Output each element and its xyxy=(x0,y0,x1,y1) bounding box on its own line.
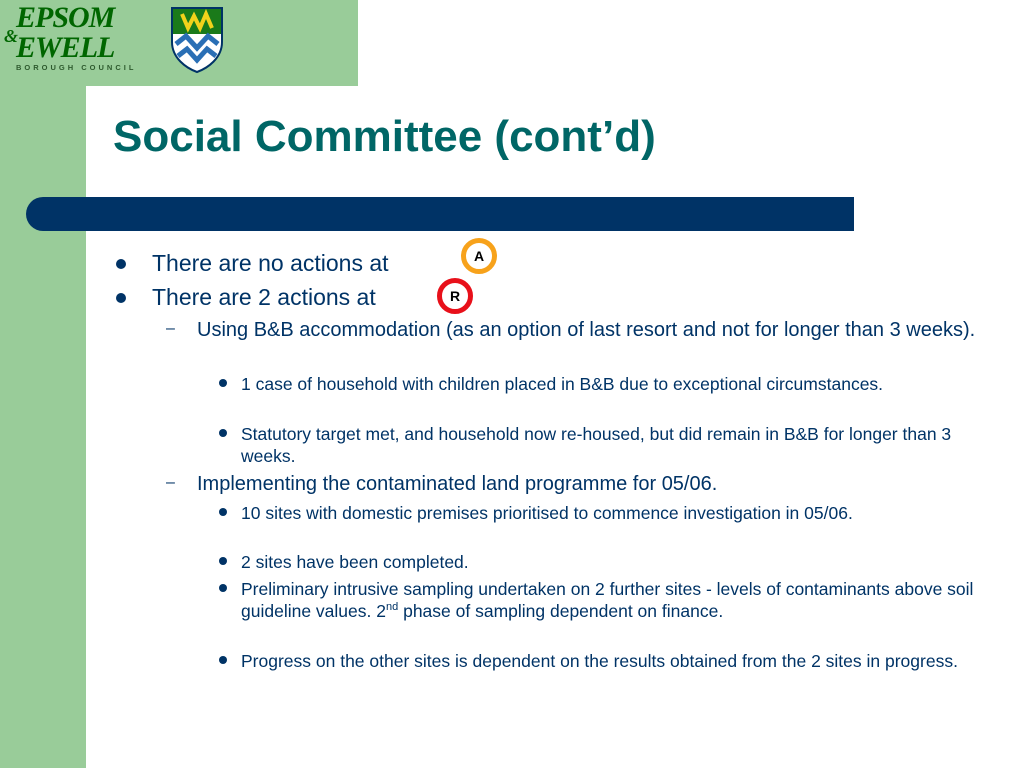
logo-ampersand: & xyxy=(4,26,19,46)
bullet-dot xyxy=(219,656,227,664)
slide-title: Social Committee (cont’d) xyxy=(113,112,656,161)
bullet-dot xyxy=(219,584,227,592)
amber-status-badge: A xyxy=(461,238,497,274)
point-progress-other-sites: Progress on the other sites is dependent on the results obtained from the 2 sites in progress. xyxy=(241,651,958,671)
bullet-two-actions: There are 2 actions at xyxy=(152,284,376,310)
red-status-badge: R xyxy=(437,278,473,314)
logo-line-2: EWELL xyxy=(16,31,115,64)
bullet-dot xyxy=(116,259,126,269)
bullet-dot xyxy=(219,379,227,387)
point-text: Preliminary intrusive sampling undertaken on 2 further sites - levels of contaminants above soil guideline values. 2 xyxy=(241,579,974,621)
point-text: phase of sampling dependent on finance. xyxy=(398,601,724,621)
logo-subtitle: BOROUGH COUNCIL xyxy=(16,63,137,72)
dash-marker: – xyxy=(166,474,175,491)
bullet-dot xyxy=(219,508,227,516)
point-statutory-target: Statutory target met, and household now re-housed, but did remain in B&B for longer than 3 weeks. xyxy=(241,424,952,466)
bullet-dot xyxy=(219,429,227,437)
point-ten-sites: 10 sites with domestic premises prioritised to commence investigation in 05/06. xyxy=(241,503,853,523)
sub-item-bb-accommodation: Using B&B accommodation (as an option of last resort and not for longer than 3 weeks). xyxy=(197,319,976,341)
point-two-sites-completed: 2 sites have been completed. xyxy=(241,552,469,572)
dash-marker: – xyxy=(166,320,175,337)
point-preliminary-sampling xyxy=(241,578,991,622)
sub-item-contaminated-land: Implementing the contaminated land programme for 05/06. xyxy=(197,473,718,495)
bullet-dot xyxy=(116,293,126,303)
bullet-no-actions: There are no actions at xyxy=(152,250,389,276)
bullet-dot xyxy=(219,557,227,565)
ordinal-suffix: nd xyxy=(385,601,399,614)
logo-line-1: EPSOM xyxy=(16,1,115,34)
point-case-household: 1 case of household with children placed in B&B due to exceptional circumstances. xyxy=(241,374,884,394)
